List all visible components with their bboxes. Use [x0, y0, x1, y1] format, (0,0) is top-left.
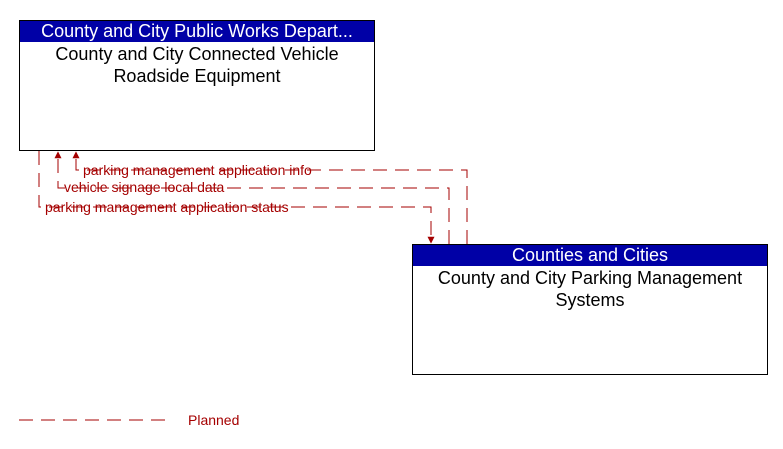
box-parking-management-systems-title: County and City Parking Management Systems	[437, 268, 743, 310]
flow-label-parking-management-application-status: parking management application status	[45, 199, 289, 215]
box-roadside-equipment-header: County and City Public Works Depart...	[20, 21, 374, 42]
flow-label-parking-management-application-info: parking management application info	[83, 162, 312, 178]
box-roadside-equipment-title: County and City Connected Vehicle Roadside Equipment	[55, 44, 339, 86]
flow-label-vehicle-signage-local-data: vehicle signage local data	[64, 179, 225, 195]
box-parking-management-systems-header: Counties and Cities	[413, 245, 767, 266]
legend-label-planned: Planned	[188, 412, 240, 428]
